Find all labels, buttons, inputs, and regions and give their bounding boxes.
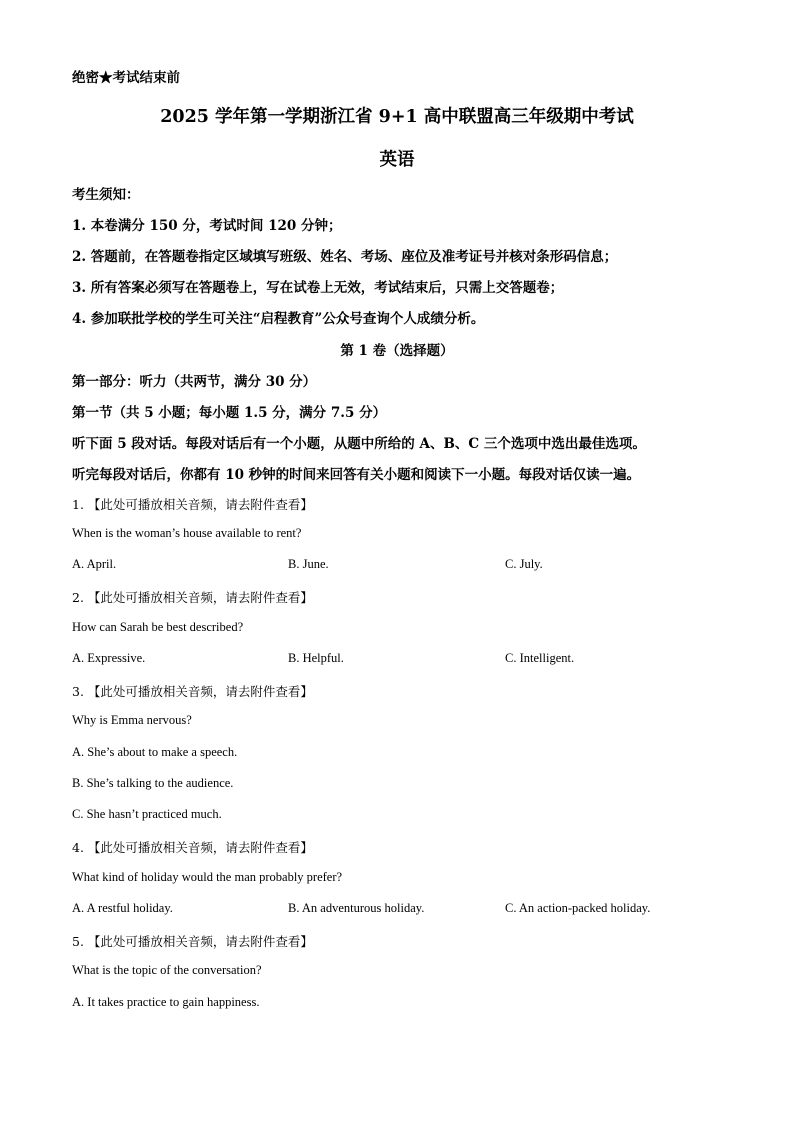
audio-placeholder[interactable]: 2. 【此处可播放相关音频，请去附件查看】 <box>72 590 313 605</box>
option-a: A. April. <box>72 557 117 571</box>
audio-placeholder[interactable]: 3. 【此处可播放相关音频，请去附件查看】 <box>72 684 313 699</box>
question-stem: How can Sarah be best described? <box>72 620 244 634</box>
instruction-line: 听完每段对话后，你都有 10 秒钟的时间来回答有关小题和阅读下一小题。每段对话仅读一遍。 <box>72 467 641 483</box>
option-b: B. She’s talking to the audience. <box>72 776 234 790</box>
exam-title: 2025 学年第一学期浙江省 9+1 高中联盟高三年级期中考试 <box>160 107 634 127</box>
volume-heading: 第 1 卷（选择题） <box>340 343 454 359</box>
question-stem: Why is Emma nervous? <box>72 713 192 727</box>
part-heading: 第一部分：听力（共两节，满分 30 分） <box>72 374 317 390</box>
audio-placeholder[interactable]: 5. 【此处可播放相关音频，请去附件查看】 <box>72 934 313 949</box>
option-a: A. She’s about to make a speech. <box>72 745 238 759</box>
option-c: C. She hasn’t practiced much. <box>72 807 222 821</box>
option-b: B. June. <box>288 557 329 571</box>
question-stem: What kind of holiday would the man probably prefer? <box>72 870 343 884</box>
notice-item: 2. 答题前，在答题卷指定区域填写班级、姓名、考场、座位及准考证号并核对条形码信息； <box>72 249 618 265</box>
instruction-line: 听下面 5 段对话。每段对话后有一个小题，从题中所给的 A、B、C 三个选项中选出最佳选项。 <box>72 436 646 452</box>
confidential-mark: 绝密★考试结束前 <box>72 70 180 86</box>
option-c: C. An action-packed holiday. <box>505 901 651 915</box>
option-b: B. An adventurous holiday. <box>288 901 425 915</box>
option-a: A. It takes practice to gain happiness. <box>72 995 260 1009</box>
notice-item: 4. 参加联批学校的学生可关注“启程教育”公众号查询个人成绩分析。 <box>72 311 485 327</box>
option-c: C. July. <box>505 557 543 571</box>
option-c: C. Intelligent. <box>505 651 575 665</box>
option-b: B. Helpful. <box>288 651 344 665</box>
question-stem: When is the woman’s house available to rent? <box>72 526 302 540</box>
audio-placeholder[interactable]: 4. 【此处可播放相关音频，请去附件查看】 <box>72 840 313 855</box>
question-stem: What is the topic of the conversation? <box>72 963 262 977</box>
notice-item: 1. 本卷满分 150 分，考试时间 120 分钟； <box>72 218 342 234</box>
notice-item: 3. 所有答案必须写在答题卷上，写在试卷上无效，考试结束后，只需上交答题卷； <box>72 280 564 296</box>
notice-heading: 考生须知： <box>72 187 140 203</box>
option-a: A. A restful holiday. <box>72 901 173 915</box>
audio-placeholder[interactable]: 1. 【此处可播放相关音频，请去附件查看】 <box>72 497 313 512</box>
subject-title: 英语 <box>379 150 415 170</box>
option-a: A. Expressive. <box>72 651 146 665</box>
section-heading: 第一节（共 5 小题；每小题 1.5 分，满分 7.5 分） <box>72 405 387 421</box>
